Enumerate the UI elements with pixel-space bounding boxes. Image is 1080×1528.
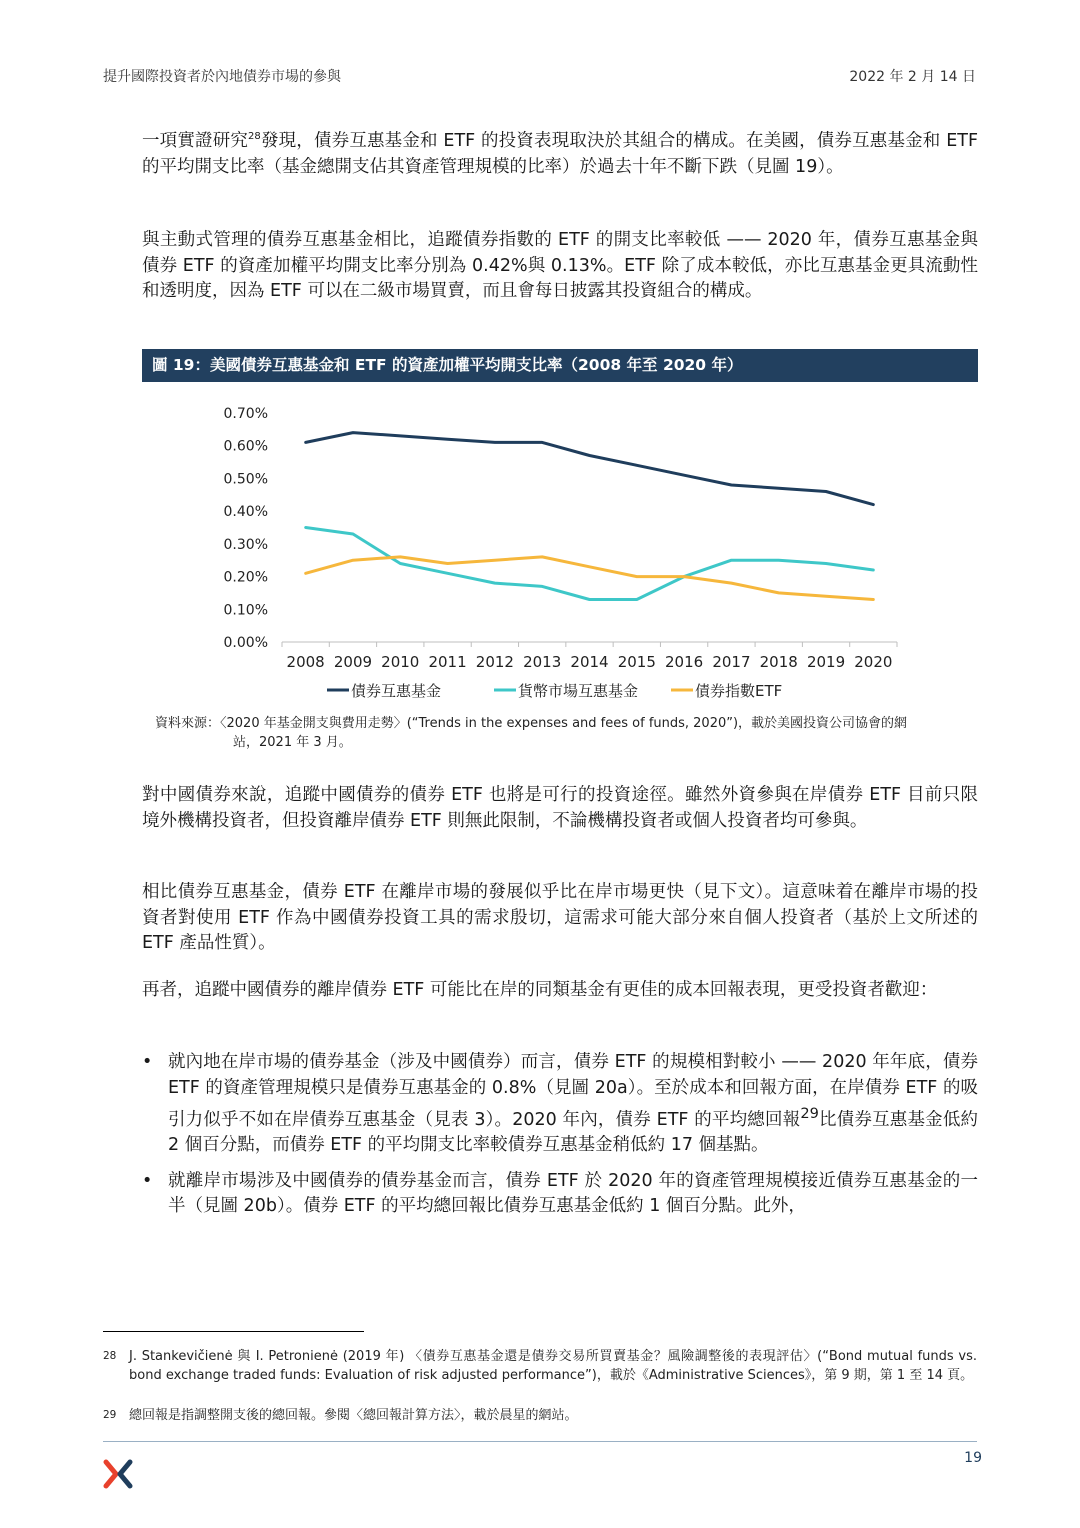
x-tick-label: 2016 bbox=[665, 653, 704, 671]
y-tick-label: 0.60% bbox=[223, 438, 268, 455]
footnote-number: 29 bbox=[103, 1409, 117, 1421]
series-line-3 bbox=[306, 557, 874, 600]
paragraph-3: 對中國債券來說，追蹤中國債券的債券 ETF 也將是可行的投資途徑。雖然外資參與在岸債券 ETF 目前只限境外機構投資者，但投資離岸債券 ETF 則無此限制，不論機構投資者或個人投資者均可參與。 bbox=[142, 785, 978, 831]
series-line-1 bbox=[306, 433, 874, 505]
x-tick-label: 2010 bbox=[381, 653, 420, 671]
x-tick-label: 2008 bbox=[286, 653, 325, 671]
legend-label: 貨幣市場互惠基金 bbox=[518, 682, 639, 700]
footnote-divider bbox=[103, 1331, 364, 1332]
paragraph-4: 相比債券互惠基金，債券 ETF 在離岸市場的發展似乎比在岸市場更快（見下文）。這意味着在離岸市場的投資者對使用 ETF 作為中國債券投資工具的需求殷切，這需求可能大部分來自個人投資者（基於上文所述的 ETF 產品性質）。 bbox=[142, 882, 978, 953]
y-tick-label: 0.40% bbox=[223, 504, 268, 521]
page-number: 19 bbox=[964, 1450, 982, 1466]
footnote-ref-28[interactable]: 28 bbox=[248, 131, 261, 143]
x-tick-label: 2020 bbox=[854, 653, 893, 671]
paragraph-1: 一項實證研究$^{28}$發現，債券互惠基金和 ETF 的投資表現取決於其組合的構成。在美國，債券互惠基金和 ETF 的平均開支比率（基金總開支佔其資產管理規模的比率）於過去十年不斷下跌（見圖 19）。 bbox=[142, 131, 979, 177]
y-tick-label: 0.10% bbox=[223, 602, 268, 619]
footer-divider bbox=[103, 1441, 977, 1442]
bullet-item-onshore: • 就內地在岸市場的債券基金（涉及中國債券）而言，債券 ETF 的規模相對較小 —— 2020 年年底，債券 ETF 的資產管理規模只是債券互惠基金的 0.8%（見圖 20a）。至於成本和回報方面，在岸債券 ETF 的吸引力似乎不如在岸債券互惠基金（見表 3）。2020 年內，債券 ETF 的平均總回報$^{29}$比債券互惠基金低約 2 個百分點，而債券 ETF 的平均開支比率較債券互惠基金稍低約 17 個基點。 bbox=[142, 1052, 979, 1156]
bullet-marker: • bbox=[142, 1170, 153, 1191]
footnote-ref-29[interactable]: 29 bbox=[800, 1105, 819, 1122]
x-tick-label: 2013 bbox=[523, 653, 562, 671]
bullet-item-offshore: • 就離岸市場涉及中國債券的債券基金而言，債券 ETF 於 2020 年的資產管理規模接近債券互惠基金的一半（見圖 20b）。債券 ETF 的平均總回報比債券互惠基金低約 1 個百分點。此外， bbox=[142, 1170, 978, 1217]
legend-label: 債券互惠基金 bbox=[351, 682, 442, 700]
y-tick-label: 0.30% bbox=[223, 536, 268, 553]
x-tick-label: 2018 bbox=[759, 653, 798, 671]
x-tick-label: 2009 bbox=[333, 653, 373, 671]
y-tick-label: 0.70% bbox=[223, 406, 268, 422]
footnote-29 bbox=[103, 1406, 977, 1425]
series-line-2 bbox=[306, 528, 874, 600]
paragraph-2: 與主動式管理的債券互惠基金相比，追蹤債券指數的 ETF 的開支比率較低 —— 2020 年，債券互惠基金與債券 ETF 的資產加權平均開支比率分別為 0.42%與 0.13%。ETF 除了成本較低，亦比互惠基金更具流動性和透明度，因為 ETF 可以在二級市場買賣，而且會每日披露其投資組合的構成。 bbox=[142, 230, 978, 301]
legend-label: 債券指數ETF bbox=[695, 682, 783, 700]
paragraph-5: 再者，追蹤中國債券的離岸債券 ETF 可能比在岸的同類基金有更佳的成本回報表現，更受投資者歡迎： bbox=[142, 980, 938, 1000]
x-tick-label: 2019 bbox=[806, 653, 846, 671]
x-tick-label: 2017 bbox=[712, 653, 751, 671]
x-tick-label: 2015 bbox=[617, 653, 656, 671]
y-tick-label: 0.20% bbox=[223, 569, 268, 586]
footnote-text: J. Stankevičienė 與 I. Petronienė (2019 年) 〈債券互惠基金還是債券交易所買賣基金？風險調整後的表現評估〉(“Bond mutual funds vs. bond exchange traded funds: Evaluation of risk adjusted performance”)，載於《Administrative Sciences》，第 9 期，第 1 至 14 頁。 bbox=[129, 1349, 977, 1383]
expense-ratio-line-chart bbox=[142, 395, 978, 711]
x-tick-label: 2014 bbox=[570, 653, 609, 671]
bullet-marker: • bbox=[142, 1052, 153, 1072]
figure-title: 圖 19：美國債券互惠基金和 ETF 的資產加權平均開支比率（2008 年至 2020 年） bbox=[142, 349, 978, 382]
hkex-x-logo-icon bbox=[103, 1459, 133, 1489]
x-tick-label: 2012 bbox=[475, 653, 514, 671]
figure-source: 資料來源：〈2020 年基金開支與費用走勢〉(“Trends in the expenses and fees of funds, 2020”)，載於美國投資公司協會的網 站，2021 年 3 月。 bbox=[155, 716, 908, 750]
document-title: 提升國際投資者於內地債券市場的參與 bbox=[103, 69, 341, 85]
y-tick-label: 0.50% bbox=[223, 471, 268, 488]
footnote-28 bbox=[103, 1347, 977, 1385]
footnote-number: 28 bbox=[103, 1350, 117, 1362]
document-date: 2022 年 2 月 14 日 bbox=[849, 69, 976, 85]
x-tick-label: 2011 bbox=[428, 653, 467, 671]
y-tick-label: 0.00% bbox=[223, 635, 268, 651]
footnote-text: 總回報是指調整開支後的總回報。參閱〈總回報計算方法〉，載於晨星的網站。 bbox=[129, 1408, 578, 1423]
bullet-list bbox=[142, 1050, 978, 1230]
